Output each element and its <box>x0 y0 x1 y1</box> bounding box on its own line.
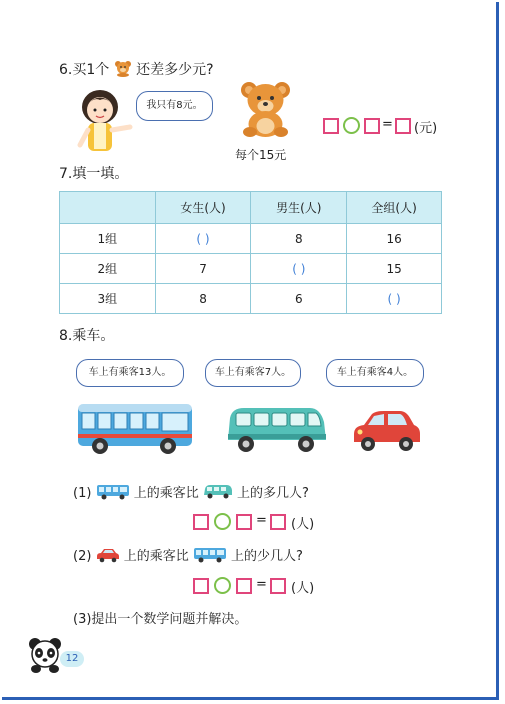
girl-icon <box>70 85 140 155</box>
q6-title <box>59 59 214 79</box>
bus-small-icon <box>96 484 130 500</box>
sub1-equals: = <box>256 513 267 528</box>
answer-box-2[interactable] <box>364 118 380 134</box>
van-icon <box>224 404 328 456</box>
bus-icon <box>76 400 196 456</box>
table-header-cell <box>60 192 156 224</box>
q6-title-part1: 6.买1个 <box>59 62 110 78</box>
table-cell: 1组 <box>60 224 156 254</box>
table-cell: 7 <box>155 254 251 284</box>
q8-sub3: (3)提出一个数学问题并解决。 <box>73 612 248 627</box>
table-blank-cell[interactable]: ( ) <box>251 254 347 284</box>
answer-box-1[interactable] <box>323 118 339 134</box>
sub1-unit: (人) <box>291 517 315 532</box>
table-cell: 6 <box>251 284 347 314</box>
q8-sub1: (1) 上的乘客比 上的多几人? <box>73 486 309 501</box>
table-cell: 3组 <box>60 284 156 314</box>
table-row <box>60 284 442 314</box>
price-label: 每个15元 <box>235 148 287 162</box>
table-header-cell: 全组(人) <box>347 192 442 224</box>
q8-sub2: (2) 上的乘客比 上的少几人? <box>73 549 303 564</box>
bus-speech-bubble: 车上有乘客13人。 <box>76 359 184 387</box>
sub2-unit: (人) <box>291 581 315 596</box>
van-small-icon <box>203 484 233 500</box>
table-header-cell: 男生(人) <box>251 192 347 224</box>
table-cell: 2组 <box>60 254 156 284</box>
q6-title-part2: 还差多少元? <box>136 62 214 78</box>
sub2-equals: = <box>256 577 267 592</box>
equals-sign: = <box>382 117 393 132</box>
sub1-answer-box-2[interactable] <box>236 514 252 530</box>
bus-small-icon-2 <box>193 547 227 563</box>
operator-circle[interactable] <box>343 117 360 134</box>
van-speech-bubble: 车上有乘客7人。 <box>205 359 301 387</box>
sub2-answer-box-1[interactable] <box>193 578 209 594</box>
sub2-operator-circle[interactable] <box>214 577 231 594</box>
table-blank-cell[interactable]: ( ) <box>347 284 442 314</box>
table-header-cell: 女生(人) <box>155 192 251 224</box>
table-row <box>60 254 442 284</box>
table-cell: 8 <box>251 224 347 254</box>
speech-bubble: 我只有8元。 <box>136 91 213 121</box>
table-cell: 8 <box>155 284 251 314</box>
table-cell: 16 <box>347 224 442 254</box>
table-header-row <box>60 192 442 224</box>
q7-title: 7.填一填。 <box>59 166 129 182</box>
sub1-answer-box-1[interactable] <box>193 514 209 530</box>
page-number: 12 <box>60 651 84 667</box>
sub2-answer-box-result[interactable] <box>270 578 286 594</box>
sub1-answer-box-result[interactable] <box>270 514 286 530</box>
table-cell: 15 <box>347 254 442 284</box>
fill-table <box>59 191 442 314</box>
answer-box-result[interactable] <box>395 118 411 134</box>
sub2-answer-box-2[interactable] <box>236 578 252 594</box>
sub1-operator-circle[interactable] <box>214 513 231 530</box>
table-row <box>60 224 442 254</box>
q8-title: 8.乘车。 <box>59 328 115 344</box>
car-icon <box>350 408 422 454</box>
teddy-bear-icon <box>238 80 293 138</box>
unit-label: (元) <box>414 121 438 136</box>
car-speech-bubble: 车上有乘客4人。 <box>326 359 424 387</box>
teddy-bear-small-icon <box>114 60 132 77</box>
car-small-icon <box>96 547 120 563</box>
table-blank-cell[interactable]: ( ) <box>155 224 251 254</box>
